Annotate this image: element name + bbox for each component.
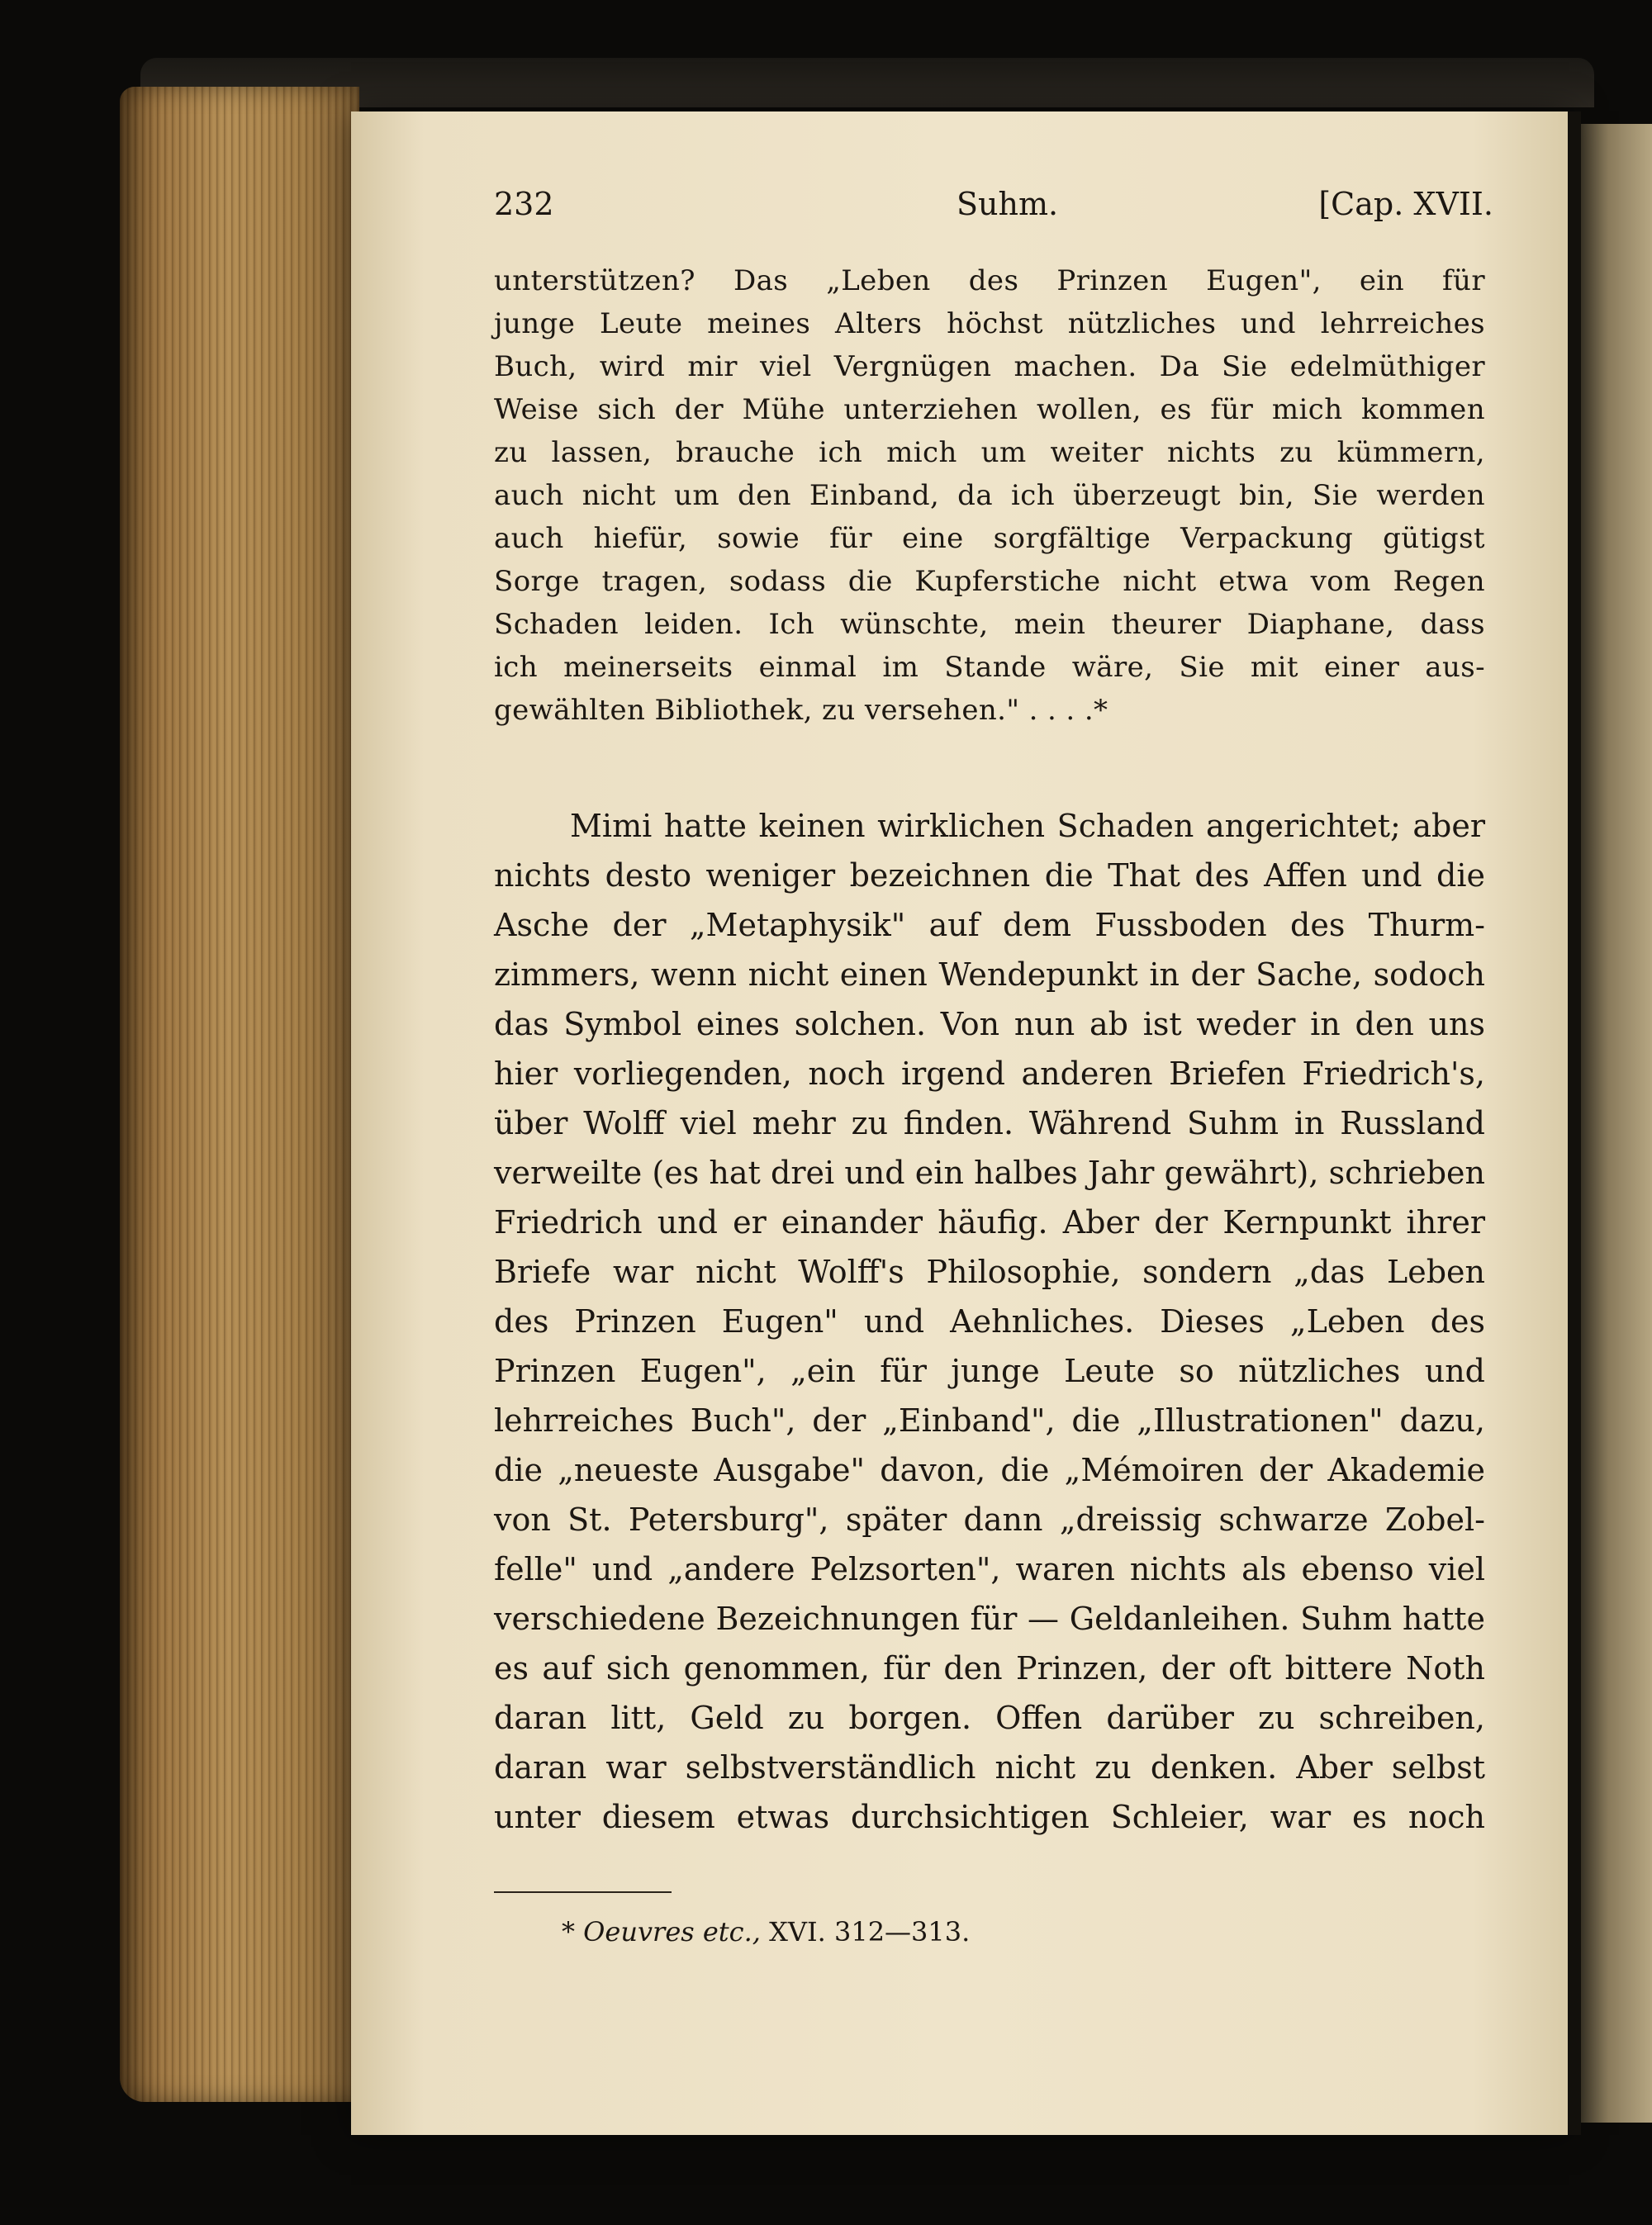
body-line: hier vorliegenden, noch irgend anderen Briefen Friedrich's, <box>494 1056 1485 1092</box>
quote-line: Buch, wird mir viel Vergnügen machen. Da Sie edelmüthiger <box>494 350 1485 383</box>
running-title: Suhm. <box>957 186 1059 222</box>
quote-line: auch nicht um den Einband, da ich überzeugt bin, Sie werden <box>494 479 1485 512</box>
body-line: das Symbol eines solchen. Von nun ab ist weder in den uns <box>494 1006 1485 1042</box>
quote-line: junge Leute meines Alters höchst nützliches und lehrreiches <box>494 307 1485 340</box>
quote-line: unterstützen? Das „Leben des Prinzen Eugen", ein für <box>494 264 1485 297</box>
page-number: 232 <box>494 186 554 222</box>
page-gutter <box>1568 111 1581 2135</box>
quote-line: Weise sich der Mühe unterziehen wollen, es für mich kommen <box>494 393 1485 426</box>
body-line: Asche der „Metaphysik" auf dem Fussboden des Thurm- <box>494 907 1485 943</box>
body-line: daran litt, Geld zu borgen. Offen darüber zu schreiben, <box>494 1700 1485 1736</box>
body-line: Mimi hatte keinen wirklichen Schaden angerichtet; aber <box>570 808 1485 844</box>
body-line: es auf sich genommen, für den Prinzen, der oft bittere Noth <box>494 1650 1485 1687</box>
body-line: die „neueste Ausgabe" davon, die „Mémoiren der Akademie <box>494 1452 1485 1488</box>
footnote-reference: XVI. 312—313. <box>769 1916 971 1947</box>
facing-page-sliver <box>1579 124 1652 2123</box>
footnote-rule <box>494 1891 672 1893</box>
body-line: felle" und „andere Pelzsorten", waren nichts als ebenso viel <box>494 1551 1485 1587</box>
chapter-label: [Cap. XVII. <box>1318 186 1493 222</box>
quote-line: zu lassen, brauche ich mich um weiter nichts zu kümmern, <box>494 436 1485 469</box>
body-line: über Wolff viel mehr zu finden. Während Suhm in Russland <box>494 1105 1485 1141</box>
body-line: verschiedene Bezeichnungen für — Geldanleihen. Suhm hatte <box>494 1601 1485 1637</box>
body-line: zimmers, wenn nicht einen Wendepunkt in der Sache, sodoch <box>494 956 1485 993</box>
body-line: Briefe war nicht Wolff's Philosophie, sondern „das Leben <box>494 1254 1485 1290</box>
body-line: Friedrich und er einander häufig. Aber der Kernpunkt ihrer <box>494 1204 1485 1241</box>
body-line: daran war selbstverständlich nicht zu denken. Aber selbst <box>494 1749 1485 1786</box>
body-line: Prinzen Eugen", „ein für junge Leute so nützliches und <box>494 1353 1485 1389</box>
quote-line: Schaden leiden. Ich wünschte, mein theurer Diaphane, dass <box>494 608 1485 641</box>
body-line: nichts desto weniger bezeichnen die That des Affen und die <box>494 857 1485 894</box>
footnote-marker: * <box>562 1916 575 1947</box>
footnote <box>562 1916 970 1947</box>
quote-line: gewählten Bibliothek, zu versehen." . . . .* <box>494 694 1108 727</box>
body-line: lehrreiches Buch", der „Einband", die „Illustrationen" dazu, <box>494 1402 1485 1439</box>
running-header <box>494 186 1493 235</box>
quote-line: Sorge tragen, sodass die Kupferstiche nicht etwa vom Regen <box>494 565 1485 598</box>
body-line: verweilte (es hat drei und ein halbes Jahr gewährt), schrieben <box>494 1155 1485 1191</box>
book-page-edges <box>120 87 359 2102</box>
body-line: unter diesem etwas durchsichtigen Schleier, war es noch <box>494 1799 1485 1835</box>
body-line: von St. Petersburg", später dann „dreissig schwarze Zobel- <box>494 1502 1485 1538</box>
quote-line: auch hiefür, sowie für eine sorgfältige Verpackung gütigst <box>494 522 1485 555</box>
body-line: des Prinzen Eugen" und Aehnliches. Dieses „Leben des <box>494 1303 1485 1340</box>
footnote-source: Oeuvres etc., <box>583 1916 761 1947</box>
quote-line: ich meinerseits einmal im Stande wäre, Sie mit einer aus- <box>494 651 1485 684</box>
